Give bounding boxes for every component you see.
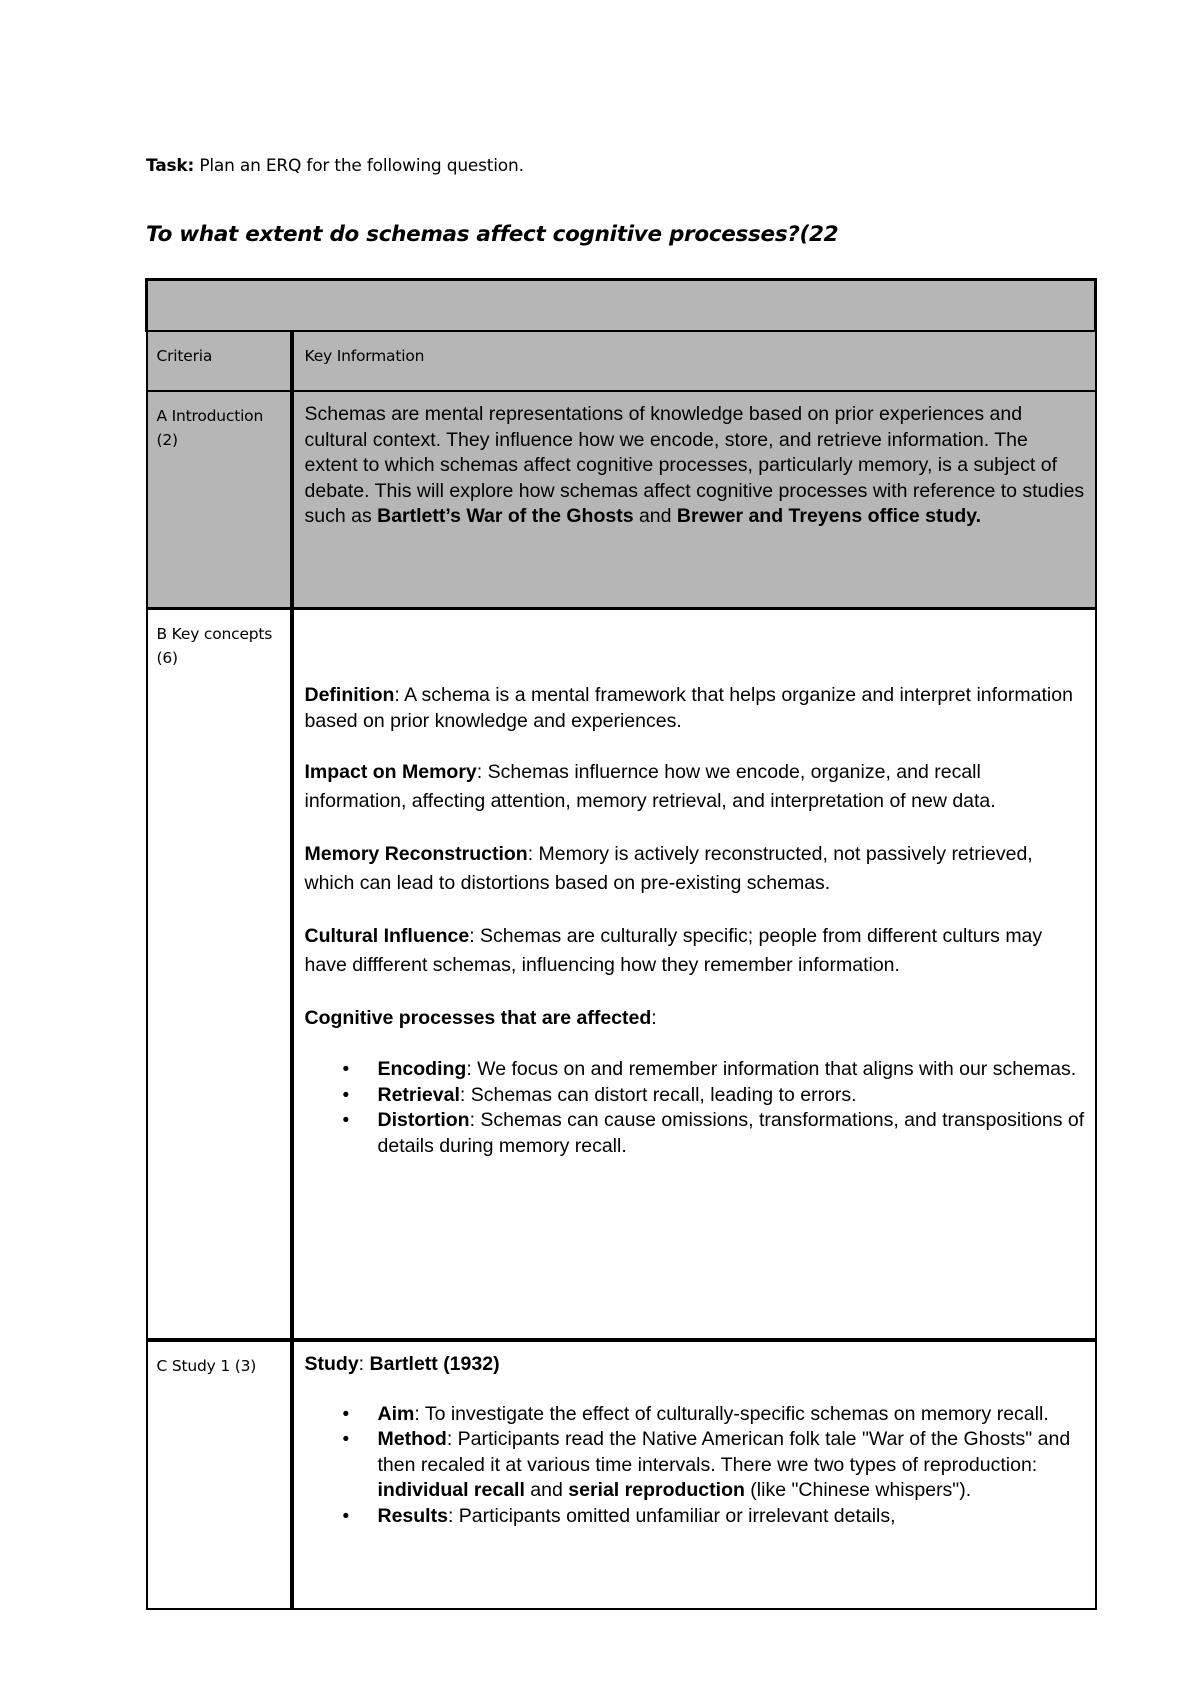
impact-memory-label: Impact on Memory <box>304 761 477 783</box>
bullet-retrieval-text: : Schemas can distort recall, leading to errors. <box>459 1083 857 1106</box>
bullet-retrieval-label: Retrieval <box>377 1083 460 1106</box>
study-details-list <box>305 1402 1085 1530</box>
task-text: Plan an ERQ for the following question. <box>194 156 524 176</box>
criteria-header: Criteria <box>147 331 292 391</box>
task-line <box>146 156 524 176</box>
list-item <box>378 1427 1085 1504</box>
study-1-content <box>292 1340 1096 1609</box>
processes-label: Cognitive processes that are affected <box>304 1007 652 1029</box>
reconstruction-label: Memory Reconstruction <box>304 843 528 865</box>
list-item <box>378 1504 1085 1530</box>
bullet-distortion-text: : Schemas can cause omissions, transformations, and transpositions of details during memory recall. <box>377 1109 1085 1157</box>
introduction-content <box>292 391 1096 609</box>
table-row-key-concepts <box>147 609 1096 1341</box>
key-information-header: Key Information <box>292 331 1096 391</box>
bullet-distortion-label: Distortion <box>377 1109 470 1131</box>
intro-and: and <box>633 505 677 527</box>
intro-bold-brewer: Brewer and Treyens office study. <box>676 505 982 527</box>
question-title: To what extent do schemas affect cognitive processes?(22 <box>146 222 839 247</box>
method-text-3: (like "Chinese whispers"). <box>744 1479 972 1501</box>
method-bold-serial: serial reproduction <box>568 1479 745 1501</box>
key-concepts-content <box>292 609 1096 1341</box>
bullet-encoding-label: Encoding <box>377 1058 467 1080</box>
method-text-1: : Participants read the Native American folk tale "War of the Ghosts" and then recaled it at various time intervals. There wre two types of reproduction: <box>377 1428 1071 1476</box>
aim-label: Aim <box>377 1402 415 1425</box>
list-item <box>378 1083 1085 1109</box>
study-label: Study <box>304 1353 359 1375</box>
table-blank-header-row <box>147 280 1096 332</box>
blank-header-cell <box>147 280 1096 332</box>
method-text-2: and <box>524 1479 569 1501</box>
table-row-introduction <box>147 391 1096 609</box>
list-item <box>378 1108 1085 1159</box>
intro-bold-bartlett: Bartlett’s War of the Ghosts <box>377 505 634 527</box>
definition-label: Definition <box>304 684 395 706</box>
method-label: Method <box>377 1428 447 1450</box>
cultural-influence-text: : Schemas are culturally specific; people from different culturs may have diffferent schemas, influencing how they remember information. <box>304 925 1043 976</box>
aim-text: : To investigate the effect of culturally-specific schemas on memory recall. <box>414 1402 1049 1425</box>
task-label: Task: <box>146 156 195 176</box>
processes-colon: : <box>651 1007 657 1029</box>
results-text: : Participants omitted unfamiliar or irrelevant details, <box>447 1504 896 1527</box>
criteria-study-1: C Study 1 (3) <box>147 1340 292 1609</box>
criteria-key-concepts: B Key concepts (6) <box>147 609 292 1341</box>
criteria-introduction: A Introduction (2) <box>147 391 292 609</box>
intro-text: Schemas are mental representations of knowledge based on prior experiences and cultural context. They influence how we encode, store, and retrieve information. The extent to which schemas affect cognitive processes, particularly memory, is a subject of debate. This will explore how schemas affect cognitive processes with reference to studies such as <box>304 403 1085 527</box>
study-name: Bartlett (1932) <box>369 1353 500 1375</box>
results-label: Results <box>377 1504 448 1527</box>
impact-memory-text: : Schemas influernce how we encode, organize, and recall information, affecting attention, memory retrieval, and interpretation of new data. <box>304 761 996 812</box>
study-colon: : <box>358 1353 370 1375</box>
list-item <box>378 1402 1085 1428</box>
cultural-influence-label: Cultural Influence <box>304 925 470 947</box>
definition-text: : A schema is a mental framework that helps organize and interpret information based on prior knowledge and experiences. <box>304 684 1073 732</box>
erq-plan-table <box>145 278 1097 1610</box>
bullet-encoding-text: : We focus on and remember information that aligns with our schemas. <box>466 1058 1077 1080</box>
method-bold-individual: individual recall <box>377 1479 525 1501</box>
table-header-row <box>147 331 1096 391</box>
reconstruction-text: : Memory is actively reconstructed, not passively retrieved, which can lead to distortions based on pre-existing schemas. <box>304 843 1033 894</box>
list-item <box>378 1057 1085 1083</box>
table-row-study-1 <box>147 1340 1096 1609</box>
processes-list <box>305 1057 1085 1159</box>
